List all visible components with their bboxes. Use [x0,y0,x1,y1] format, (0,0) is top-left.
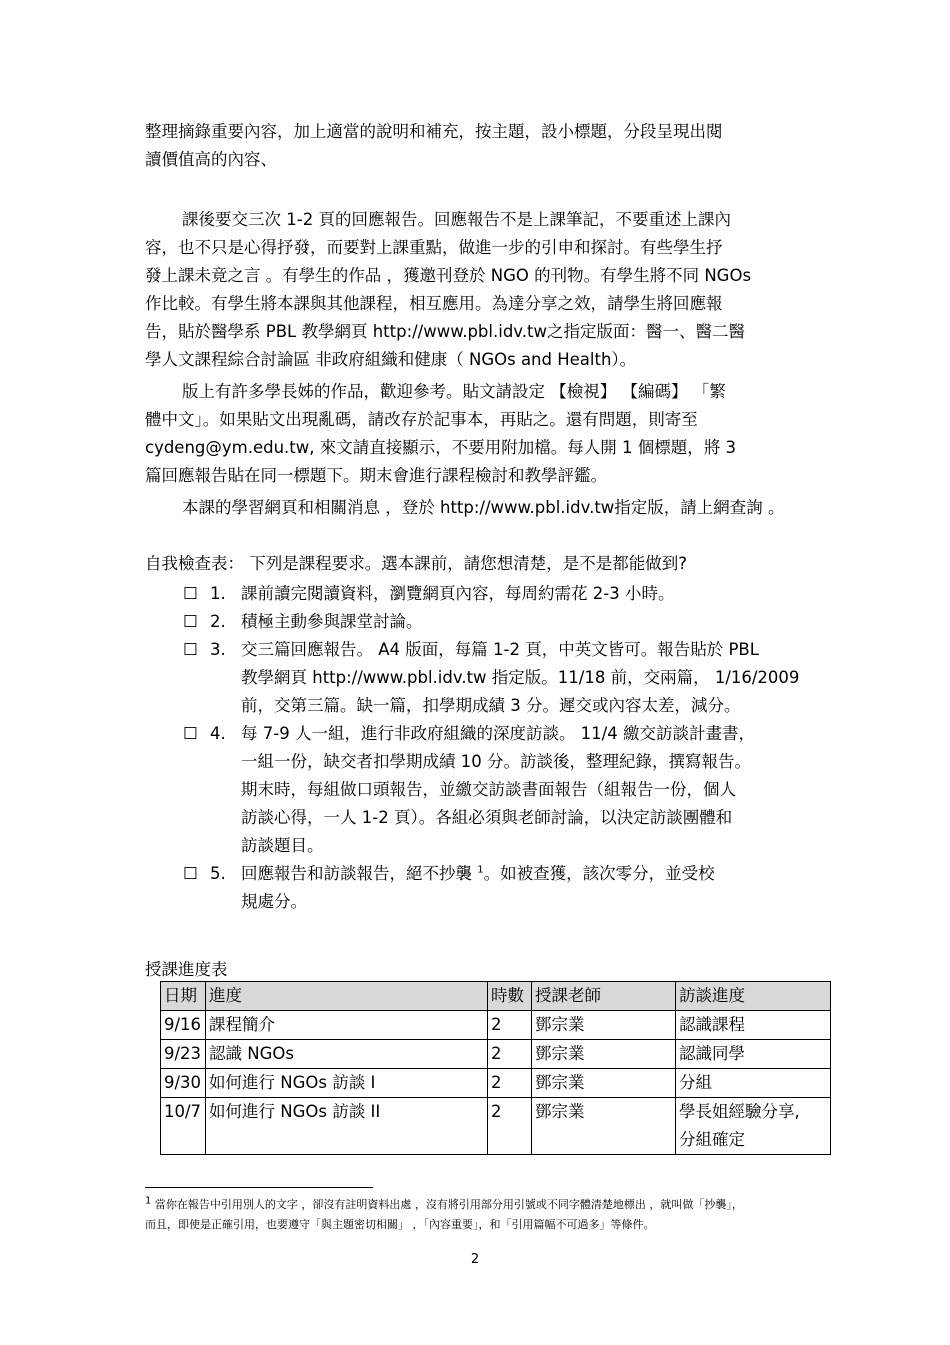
table-cell: 課程簡介 [206,1011,488,1040]
table-row [161,1069,831,1098]
item-text: 規處分。 [241,892,307,911]
table-cell: 9/23 [161,1040,206,1069]
cell-line: 分組確定 [679,1130,745,1149]
table-cell: 9/16 [161,1011,206,1040]
table-cell: 2 [488,1098,532,1155]
table-cell: 分組 [676,1069,831,1098]
table-cell: 10/7 [161,1098,206,1155]
item-text: 一組一份，缺交者扣學期成績 10 分。訪談後，整理紀錄，撰寫報告。 [241,752,751,771]
column-header: 訪談進度 [676,982,831,1011]
checkbox-icon: ☐ [183,612,198,631]
table-row [161,1098,831,1155]
schedule-title: 授課進度表 [145,960,228,979]
table-header-row [161,982,831,1011]
table-cell: 認識 NGOs [206,1040,488,1069]
text-line: 發上課未竟之言 。有學生的作品 ，獲邀刊登於 NGO 的刊物。有學生將不同 NGOs [145,266,752,285]
text-line: cydeng@ym.edu.tw, 來文請直接顯示，不要用附加檔。每人開 1 個標題，將 3 [145,438,736,457]
item-text-part: 。如被查獲，該次零分，並受校 [483,864,715,883]
item-number: 4. [210,724,226,743]
schedule-table [160,981,831,1155]
cell-line: 學長姐經驗分享, [679,1102,800,1121]
table-cell: 認識同學 [676,1040,831,1069]
text-line: 學人文課程綜合討論區 非政府組織和健康（ NGOs and Health）。 [145,350,637,369]
footnote [145,1195,815,1235]
item-text: 期末時，每組做口頭報告，並繳交訪談書面報告（組報告一份，個人 [241,780,736,799]
table-cell: 如何進行 NGOs 訪談 I [206,1069,488,1098]
text-line: 自我檢查表： 下列是課程要求。選本課前，請您想清楚，是不是都能做到? [145,554,688,573]
checklist-item [183,636,823,720]
item-number: 2. [210,612,226,631]
text-line: 告，貼於醫學系 PBL 教學網頁 http://www.pbl.idv.tw之指定版面：醫一、醫二醫 [145,322,745,341]
table-row [161,1040,831,1069]
item-text-part: 回應報告和訪談報告，絕不抄襲 [241,864,478,883]
table-cell: 鄧宗業 [532,1040,676,1069]
item-number: 1. [210,584,226,603]
column-header: 進度 [206,982,488,1011]
checkbox-icon: ☐ [183,864,198,883]
table-cell: 2 [488,1011,532,1040]
table-cell: 如何進行 NGOs 訪談 II [206,1098,488,1155]
table-cell: 2 [488,1040,532,1069]
column-header: 時數 [488,982,532,1011]
table-cell: 鄧宗業 [532,1011,676,1040]
table-cell: 鄧宗業 [532,1069,676,1098]
footnote-line: 而且，即使是正確引用，也要遵守「與主題密切相關」 ，「內容重要」，和「引用篇幅不可過多」等條件。 [145,1218,655,1231]
text-line: 體中文」。如果貼文出現亂碼，請改存於記事本，再貼之。還有問題，則寄至 [145,410,698,429]
checkbox-icon: ☐ [183,640,198,659]
table-cell: 認識課程 [676,1011,831,1040]
item-text: 課前讀完閱讀資料，瀏覽網頁內容，每周約需花 2-3 小時。 [241,584,675,603]
footnote-ref: 1 [477,864,484,876]
item-text: 訪談心得，一人 1-2 頁）。各組必須與老師討論，以決定訪談團體和 [241,808,733,827]
table-cell: 鄧宗業 [532,1098,676,1155]
checkbox-icon: ☐ [183,584,198,603]
text-line: 篇回應報告貼在同一標題下。期末會進行課程檢討和教學評鑑。 [145,466,607,485]
checklist-item [183,608,823,636]
paragraph-summary [145,118,815,174]
item-text: 交三篇回應報告。 A4 版面，每篇 1-2 頁，中英文皆可。報告貼於 PBL [241,640,759,659]
column-header: 授課老師 [532,982,676,1011]
paragraph-course-website [145,494,815,522]
item-number: 5. [210,864,226,883]
page-number: 2 [470,1252,480,1267]
table-cell [676,1098,831,1155]
item-number: 3. [210,640,226,659]
checklist-intro [145,550,815,578]
checklist-item [183,720,823,860]
item-text: 積極主動參與課堂討論。 [241,612,423,631]
self-checklist [183,580,823,916]
footnote-line [145,1195,815,1215]
text-line: 作比較。有學生將本課與其他課程，相互應用。為達分享之效，請學生將回應報 [145,294,723,313]
checklist-item [183,860,823,916]
paragraph-response-reports [145,206,815,374]
item-text: 訪談題目。 [241,836,324,855]
footnote-separator [145,1187,373,1188]
text-line: 容，也不只是心得抒發，而要對上課重點，做進一步的引申和探討。有些學生抒 [145,238,723,257]
text-line: 課後要交三次 1-2 頁的回應報告。回應報告不是上課筆記，不要重述上課內 [182,210,731,229]
checklist-item [183,580,823,608]
footnote-text: 當你在報告中引用別人的文字 ，卻沒有註明資料出處 ，沒有將引用部分用引號或不同字體清楚地標出 ，就叫做「抄襲」， [154,1198,743,1211]
text-line: 版上有許多學長姊的作品，歡迎參考。貼文請設定 【檢視】 【編碼】 「繁 [182,382,726,401]
footnote-marker: 1 [145,1195,152,1207]
item-text [241,860,823,888]
table-row [161,1011,831,1040]
item-text: 前，交第三篇。缺一篇，扣學期成績 3 分。遲交或內容太差，減分。 [241,696,741,715]
text-line: 本課的學習網頁和相關消息 ，登於 http://www.pbl.idv.tw指定版，請上網查詢 。 [182,498,785,517]
text-line: 讀價值高的內容、 [145,150,277,169]
paragraph-posting-instructions [145,378,815,490]
column-header: 日期 [161,982,206,1011]
item-text: 每 7-9 人一組，進行非政府組織的深度訪談。 11/4 繳交訪談計畫書， [241,724,755,743]
item-text: 教學網頁 http://www.pbl.idv.tw 指定版。11/18 前，交兩篇， 1/16/2009 [241,668,800,687]
checkbox-icon: ☐ [183,724,198,743]
text-line: 整理摘錄重要內容，加上適當的說明和補充，按主題，設小標題，分段呈現出閱 [145,122,723,141]
table-cell: 2 [488,1069,532,1098]
table-cell: 9/30 [161,1069,206,1098]
